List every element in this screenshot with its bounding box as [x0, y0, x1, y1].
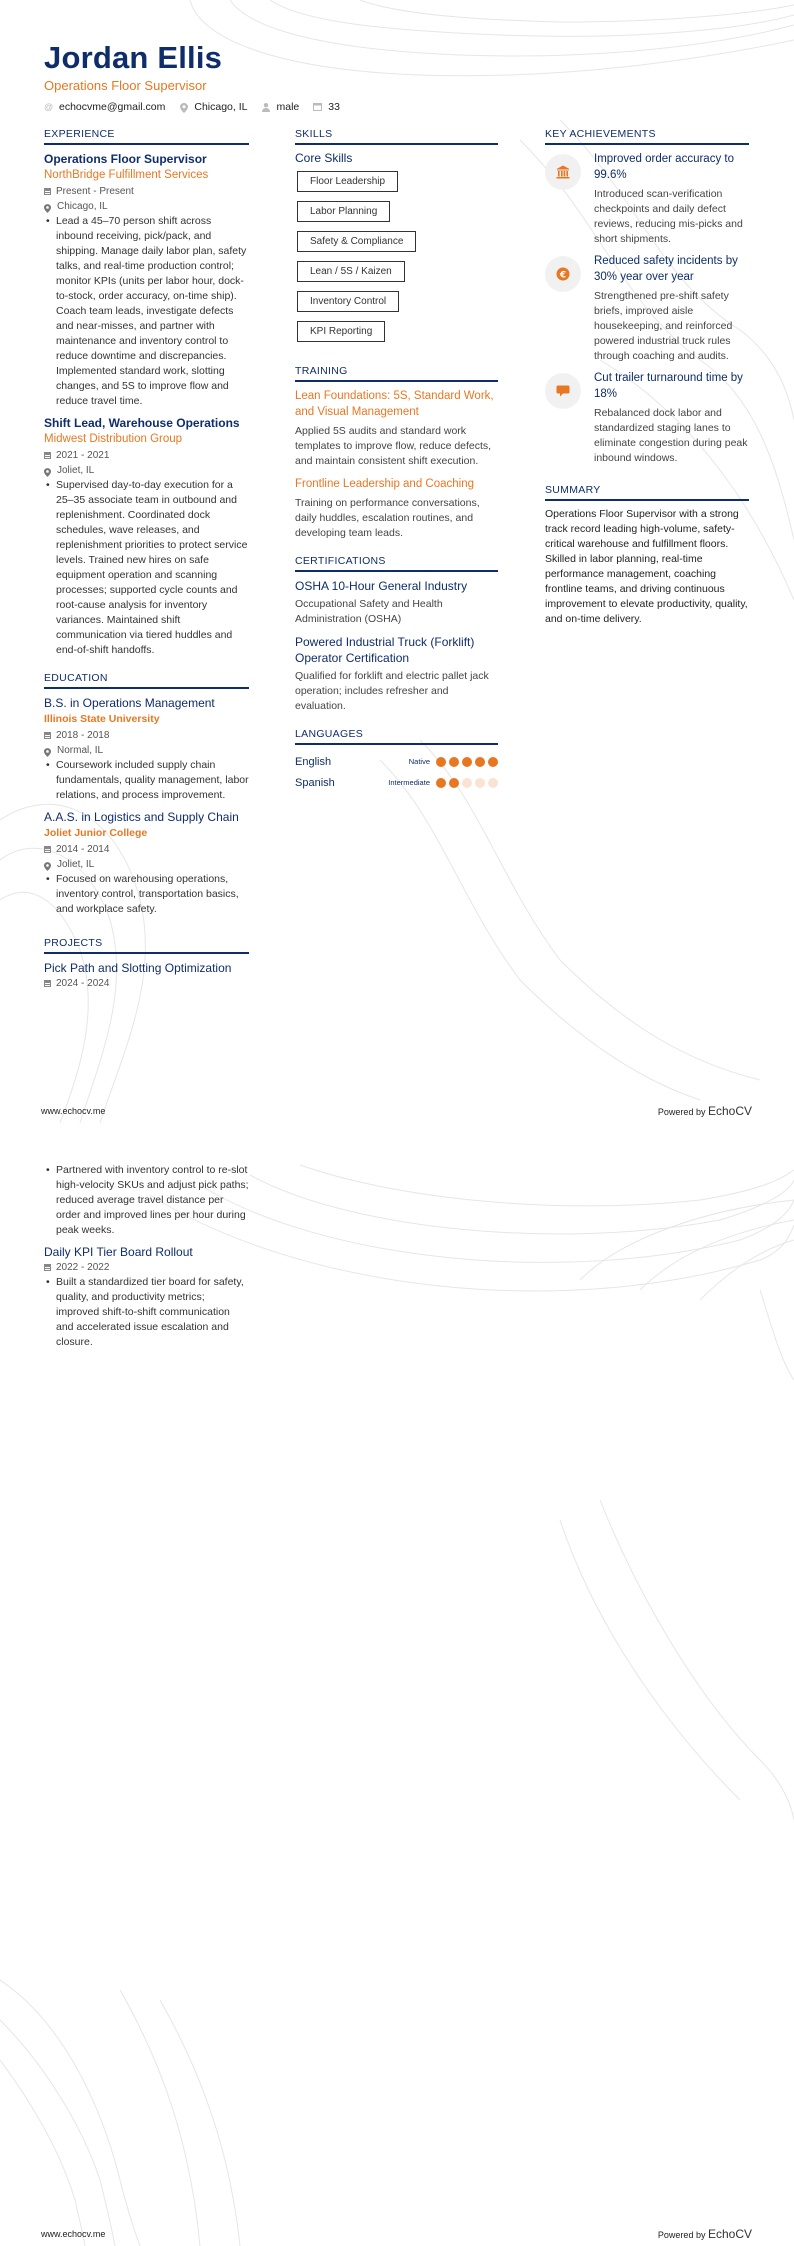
degree-name: A.A.S. in Logistics and Supply Chain	[44, 810, 239, 824]
location-text: Joliet, IL	[57, 465, 95, 476]
school-name: Illinois State University	[44, 713, 160, 725]
training-section	[295, 365, 498, 541]
section-heading: SUMMARY	[545, 484, 749, 501]
achievement-description: Rebalanced dock labor and standardized staging lanes to eliminate congestion during peak inbound windows.	[594, 407, 748, 464]
resume-page-2	[0, 1123, 794, 2246]
proficiency-dots	[436, 757, 498, 767]
achievement-title: Reduced safety incidents by 30% year over year	[594, 255, 738, 283]
calendar-icon	[44, 980, 51, 987]
achievement-title: Cut trailer turnaround time by 18%	[594, 372, 743, 400]
dot-filled	[449, 757, 459, 767]
project-title: Daily KPI Tier Board Rollout	[44, 1245, 193, 1259]
date-range	[44, 728, 249, 743]
experience-entry	[44, 151, 249, 409]
dates-text: 2024 - 2024	[56, 978, 110, 989]
achievement-item	[545, 370, 749, 466]
calendar-icon	[44, 846, 51, 853]
section-heading: EDUCATION	[44, 672, 249, 689]
job-location	[44, 463, 249, 478]
school-location	[44, 743, 249, 758]
age-text: 33	[328, 101, 340, 113]
dot-filled	[488, 757, 498, 767]
school-name: Joliet Junior College	[44, 827, 148, 839]
job-description: • Supervised day-to-day execution for a 25–35 associate team in outbound and replenishment. Coordinated dock schedules, wave releases, and replenishment priorities to protect service levels. Trained new hires on safe equipment operation and scanning processes; supported cycle counts and root-cause analysis for inventory variances. Maintained shift communication via tiered huddles and end-of-shift handoffs.	[44, 478, 249, 658]
achievement-body	[594, 253, 749, 364]
map-pin-icon	[44, 861, 52, 869]
section-heading: CERTIFICATIONS	[295, 555, 498, 572]
page-footer	[41, 2227, 752, 2241]
resume-header	[44, 40, 340, 113]
job-role: Operations Floor Supervisor	[44, 152, 207, 166]
training-description: Applied 5S audits and standard work templates to improve flow, reduce defects, and maintain consistent shift execution.	[295, 425, 492, 467]
location-text: Normal, IL	[57, 745, 104, 756]
left-column-continued	[44, 1163, 249, 1356]
achievement-body	[594, 151, 749, 247]
summary-text: Operations Floor Supervisor with a strong track record leading high-volume, safety-critical warehouse and fulfillment floors. Skilled in labor planning, real-time performance management, coaching frontline teams, and driving continuous improvement to elevate productivity, quality, and on-time delivery.	[545, 508, 748, 625]
powered-by	[658, 2227, 752, 2241]
summary-section	[545, 484, 749, 627]
date-range	[44, 448, 249, 463]
languages-section	[295, 728, 498, 793]
website-link[interactable]: www.echocv.me	[41, 2229, 106, 2239]
calendar-icon	[44, 188, 51, 195]
skill-chip: Lean / 5S / Kaizen	[297, 261, 405, 282]
calendar-icon	[313, 103, 322, 112]
language-row	[295, 772, 498, 793]
contact-gender	[261, 101, 299, 113]
achievement-item	[545, 253, 749, 364]
website-link[interactable]: www.echocv.me	[41, 1106, 106, 1116]
dates-text: 2018 - 2018	[56, 730, 110, 741]
school-location	[44, 857, 249, 872]
gender-text: male	[276, 101, 300, 113]
euro-icon	[545, 256, 581, 292]
dot-filled	[436, 757, 446, 767]
candidate-title: Operations Floor Supervisor	[44, 78, 207, 93]
degree-name: B.S. in Operations Management	[44, 696, 215, 710]
achievements-section	[545, 128, 749, 466]
speech-bubble-icon	[545, 373, 581, 409]
education-entry	[44, 695, 249, 803]
job-location	[44, 199, 249, 214]
project-entry	[44, 1244, 249, 1350]
map-pin-icon	[179, 103, 188, 112]
training-title: Lean Foundations: 5S, Standard Work, and Visual Management	[295, 390, 494, 418]
email-text: echocvme@gmail.com	[59, 101, 166, 113]
education-entry	[44, 809, 249, 917]
language-level: Intermediate	[388, 778, 430, 787]
at-sign-icon: @	[44, 101, 54, 112]
dates-text: Present - Present	[56, 186, 134, 197]
language-proficiency	[388, 778, 498, 788]
skill-chip: KPI Reporting	[297, 321, 385, 342]
candidate-name: Jordan Ellis	[44, 40, 223, 75]
location-text: Chicago, IL	[57, 201, 108, 212]
project-description: • Partnered with inventory control to re-slot high-velocity SKUs and adjust pick paths; reduced average travel distance per order and improved lines per hour during peak weeks.	[44, 1163, 249, 1238]
left-column	[44, 128, 249, 1005]
proficiency-dots	[436, 778, 498, 788]
language-level: Native	[408, 757, 430, 766]
powered-by-text: Powered by	[657, 2230, 706, 2240]
section-heading: EXPERIENCE	[44, 128, 249, 145]
page-footer	[41, 1104, 752, 1118]
date-range	[44, 184, 249, 199]
brand-name[interactable]: EchoCV	[707, 1104, 752, 1118]
calendar-icon	[44, 1264, 51, 1271]
language-row	[295, 751, 498, 772]
certifications-section	[295, 555, 498, 714]
language-name: English	[295, 755, 332, 768]
job-role: Shift Lead, Warehouse Operations	[44, 416, 240, 430]
certification-title: Powered Industrial Truck (Forklift) Operator Certification	[295, 635, 475, 665]
skill-chip: Labor Planning	[297, 201, 390, 222]
skill-chip: Floor Leadership	[297, 171, 398, 192]
achievement-description: Introduced scan-verification checkpoints and daily defect reviews, reducing mis-picks and short shipments.	[594, 188, 743, 245]
job-description: • Lead a 45–70 person shift across inbound receiving, pick/pack, and shipping. Manage daily labor plan, safety talks, and real-time production control; monitor KPIs (units per labor hour, dock-to-stock, order accuracy, on-time ship). Coach team leads, investigate defects and near-misses, and partner with maintenance and inventory control to reduce downtime and discrepancies. Implemented standard work, slotting changes, and 5S to improve flow and reduce travel time.	[44, 214, 249, 409]
achievement-title: Improved order accuracy to 99.6%	[594, 153, 734, 181]
map-pin-icon	[44, 203, 52, 211]
experience-entry	[44, 415, 249, 658]
training-description: Training on performance conversations, daily huddles, escalation routines, and developing team leads.	[295, 497, 480, 539]
dot-empty	[475, 778, 485, 788]
projects-section	[44, 937, 249, 991]
section-heading: SKILLS	[295, 128, 498, 145]
section-heading: TRAINING	[295, 365, 498, 382]
dot-filled	[436, 778, 446, 788]
person-icon	[261, 103, 270, 112]
dot-filled	[462, 757, 472, 767]
company-name: NorthBridge Fulfillment Services	[44, 169, 209, 181]
achievement-description: Strengthened pre-shift safety briefs, improved aisle housekeeping, and reinforced powered industrial truck rules through coaching and audits.	[594, 290, 733, 362]
skills-section	[295, 128, 498, 351]
skill-chip: Safety & Compliance	[297, 231, 416, 252]
project-title: Pick Path and Slotting Optimization	[44, 961, 232, 975]
map-pin-icon	[44, 467, 52, 475]
powered-by-text: Powered by	[657, 1107, 706, 1117]
calendar-icon	[44, 452, 51, 459]
project-entry	[44, 960, 249, 991]
date-range	[44, 976, 249, 991]
certification-description: Qualified for forklift and electric pallet jack operation; includes refresher and evaluation.	[295, 670, 489, 712]
skill-list	[297, 171, 498, 351]
education-description: • Coursework included supply chain fundamentals, quality management, labor relations, and process improvement.	[44, 758, 249, 803]
dates-text: 2014 - 2014	[56, 844, 110, 855]
location-text: Joliet, IL	[57, 859, 95, 870]
achievement-body	[594, 370, 749, 466]
language-name: Spanish	[295, 776, 335, 789]
certification-title: OSHA 10-Hour General Industry	[295, 579, 468, 593]
middle-column	[295, 128, 498, 807]
contact-email[interactable]	[44, 101, 165, 113]
map-pin-icon	[44, 747, 52, 755]
language-proficiency	[409, 757, 498, 767]
bank-icon	[545, 154, 581, 190]
section-heading: LANGUAGES	[295, 728, 498, 745]
dot-empty	[488, 778, 498, 788]
dot-filled	[475, 757, 485, 767]
svg-text:€: €	[559, 270, 567, 281]
project-description: • Built a standardized tier board for safety, quality, and productivity metrics; improved shift-to-shift communication and accelerated issue escalation and closure.	[44, 1275, 249, 1350]
skill-chip: Inventory Control	[297, 291, 399, 312]
dates-text: 2021 - 2021	[56, 450, 110, 461]
powered-by	[658, 1104, 752, 1118]
contact-info	[44, 101, 340, 113]
project-entry-continued	[44, 1163, 249, 1238]
education-description: • Focused on warehousing operations, inventory control, transportation basics, and workplace safety.	[44, 872, 249, 917]
contact-location	[179, 101, 247, 113]
section-heading: KEY ACHIEVEMENTS	[545, 128, 749, 145]
achievement-item	[545, 151, 749, 247]
experience-section	[44, 128, 249, 658]
calendar-icon	[44, 732, 51, 739]
brand-name[interactable]: EchoCV	[707, 2227, 752, 2241]
certification-description: Occupational Safety and Health Administration (OSHA)	[295, 598, 443, 625]
dates-text: 2022 - 2022	[56, 1262, 110, 1273]
contact-age	[313, 101, 340, 113]
dot-filled	[449, 778, 459, 788]
right-column	[545, 128, 749, 641]
location-text: Chicago, IL	[194, 101, 248, 113]
date-range	[44, 1260, 249, 1275]
dot-empty	[462, 778, 472, 788]
training-title: Frontline Leadership and Coaching	[295, 478, 475, 490]
education-section	[44, 672, 249, 917]
date-range	[44, 842, 249, 857]
section-heading: PROJECTS	[44, 937, 249, 954]
skill-group-title: Core Skills	[295, 151, 353, 165]
company-name: Midwest Distribution Group	[44, 433, 183, 445]
